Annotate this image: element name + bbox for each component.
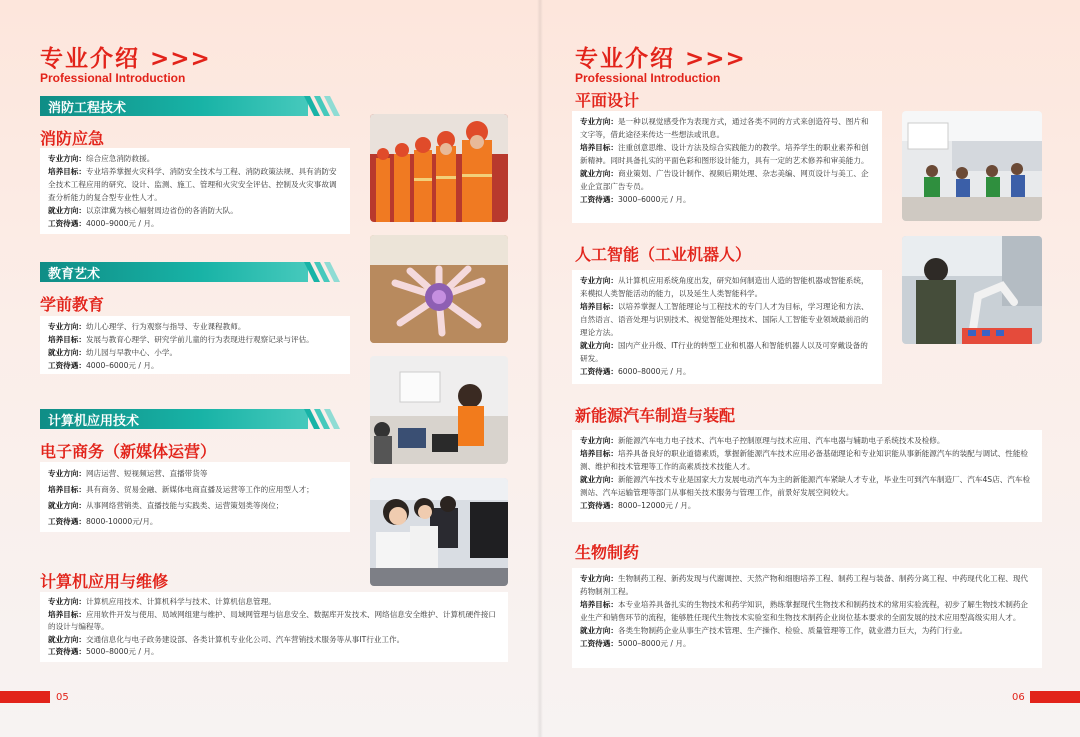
footer-bar [0,691,50,703]
info-line [580,300,874,339]
field-value: 幼儿心理学、行为观察与指导、专业课程教师。 [85,322,246,331]
info-line [48,466,342,482]
info-line [48,609,500,634]
field-key: 培养目标： [580,302,618,311]
field-key: 就业方向： [48,348,86,357]
field-value: 6000–8000元 / 月。 [617,367,691,376]
info-line [48,165,342,204]
field-key: 工资待遇： [48,517,86,526]
info-line [580,624,1034,637]
field-key: 工资待遇： [48,647,86,656]
field-key: 培养目标： [48,485,86,494]
field-value: 以培养掌握人工智能理论与工程技术的专门人才为目标，学习理论和方法、自然语言、语音处理与识别技术、视觉智能处理技术、国际人工智能专业领域最前沿的理论方法。 [580,302,869,337]
info-line [580,193,874,206]
info-line [580,572,1034,598]
major-info-box [572,568,1042,668]
field-value: 注重创意思维、设计方法及综合实践能力的教学。培养学生的职业素养和创新精神。同时具备扎实的平面色彩和图形设计能力，具有一定的艺术修养和审美能力。 [580,143,869,165]
info-line [48,346,342,359]
field-value: 4000–6000元 / 月。 [85,361,159,370]
section-title-text: 专业介绍 [40,46,140,72]
field-key: 专业方向： [48,597,86,606]
footer-bar [1030,691,1080,703]
robot-lab-photo [902,236,1042,344]
field-value: 3000–6000元 / 月。 [617,195,691,204]
field-value: 网店运营、短视频运营、直播带货等 [85,469,208,478]
field-key: 工资待遇： [580,639,618,648]
stripes-decoration [304,409,340,429]
section-title [40,40,211,73]
major-info-box [40,148,350,234]
stripes-decoration [304,262,340,282]
field-key: 培养目标： [580,449,618,458]
firefighters-photo [370,114,508,222]
info-line [580,637,1034,650]
major-heading: 学前教育 [40,295,105,314]
field-value: 新能源汽车电力电子技术、汽车电子控制原理与技术应用、汽车电器与辅助电子系统技术及检修。 [617,436,945,445]
info-line [48,152,342,165]
computer-lab-photo [370,478,508,586]
info-line [580,499,1034,512]
field-key: 就业方向： [580,169,618,178]
dance-photo [370,235,508,343]
major-info-box [572,111,882,223]
field-key: 专业方向： [580,574,618,583]
info-line [48,333,342,346]
field-value: 具有商务、贸易金融、新媒体电商直播及运营等工作的应用型人才； [85,485,314,494]
info-line [48,359,342,372]
field-key: 工资待遇： [48,361,86,370]
field-key: 就业方向： [580,341,618,350]
info-line [580,473,1034,499]
field-value: 以京津冀为核心辐射周边省份的各消防大队。 [85,206,238,215]
info-line [580,365,874,378]
info-line [580,274,874,300]
major-info-box [40,316,350,374]
field-key: 就业方向： [48,634,86,644]
major-info-box [572,430,1042,522]
major-heading: 新能源汽车制造与装配 [575,406,736,425]
field-key: 就业方向： [580,626,618,635]
info-line [580,339,874,365]
major-heading: 消防应急 [40,129,105,148]
field-key: 专业方向： [580,276,618,285]
major-heading: 人工智能（工业机器人） [575,245,752,264]
major-heading: 平面设计 [575,91,640,110]
category-band-label: 消防工程技术 [48,101,127,116]
field-key: 专业方向： [48,154,86,163]
field-value: 计算机应用技术、计算机科学与技术、计算机信息管理。 [85,597,276,606]
info-line [48,204,342,217]
field-key: 工资待遇： [580,195,618,204]
field-key: 培养目标： [48,609,86,619]
major-heading: 生物制药 [575,543,640,562]
category-band-label: 计算机应用技术 [48,414,140,429]
field-value: 5000–8000元 / 月。 [617,639,691,648]
info-line [580,141,874,167]
field-value: 综合应急消防救援。 [85,154,155,163]
field-value: 培养具备良好的职业道德素质，掌握新能源汽车技术应用必备基础理论和专业知识能从事新能源汽车的装配与调试、性能检测、维护和技术管理等工作的高素质技术技能人才。 [580,449,1029,471]
field-value: 从事网络营销类、直播技能与实践类、运营策划类等岗位； [85,501,284,510]
field-value: 专业培养掌握火灾科学、消防安全技术与工程、消防政策法规、具有消防安全技术工程应用的研究、设计、监测、施工、管理和火灾安全评估、控制及火灾事故调查分析能力的复合型专业性人才。 [48,167,337,202]
field-key: 专业方向： [580,117,618,126]
field-key: 培养目标： [48,167,86,176]
info-line [48,498,342,514]
section-subtitle: Professional Introduction [575,71,721,85]
field-value: 生物制药工程、新药发现与代谢调控、天然产物和细胞培养工程、制药工程与装备、制药分离工程、中药现代化工程、现代药物制剂工程。 [580,574,1029,596]
right-page [540,0,1080,737]
field-key: 工资待遇： [580,501,618,510]
arrows-glyph: >>> [150,46,211,72]
field-value: 国内产业升级、IT行业的转型工业和机器人和智能机器人以及可穿戴设备的研发。 [580,341,868,363]
livestream-photo [370,356,508,464]
field-value: 5000–8000元 / 月。 [85,647,159,656]
field-key: 工资待遇： [48,219,86,228]
major-info-box [572,270,882,384]
page-number: 05 [56,692,69,703]
field-key: 专业方向： [48,469,86,478]
field-key: 就业方向： [48,206,86,215]
field-value: 8000–12000元 / 月。 [617,501,696,510]
info-line [580,167,874,193]
category-band-computer [40,409,308,429]
field-value: 从计算机应用系统角度出发，研究如何制造出人造的智能机器或智能系统，来模拟人类智能活动的能力，以及延生人类智能科学。 [580,276,869,298]
info-line [580,434,1034,447]
info-line [48,482,342,498]
field-key: 培养目标： [580,143,618,152]
field-value: 交通信息化与电子政务建设部、各类计算机专业化公司、汽车营销技术服务等从事IT行业工作。 [85,634,405,644]
field-key: 就业方向： [48,501,86,510]
info-line [580,598,1034,624]
major-info-box [40,462,350,532]
field-value: 发展与教育心理学、研究学前儿童的行为表现进行观察记录与评估。 [85,335,314,344]
field-value: 8000-10000元/月。 [85,517,158,526]
field-value: 各类生物制药企业从事生产技术管理、生产操作、检验、质量管理等工作，就业潜力巨大，为药门行业。 [617,626,968,635]
info-line [48,646,500,659]
design-classroom-photo [902,111,1042,221]
field-key: 工资待遇： [580,367,618,376]
section-title [575,40,746,73]
stripes-decoration [304,96,340,116]
field-value: 4000–9000元 / 月。 [85,219,159,228]
category-band-label: 教育艺术 [48,267,101,282]
page-number: 06 [1012,692,1025,703]
info-line [48,514,342,530]
info-line [580,115,874,141]
category-band-fire [40,96,308,116]
info-line [48,320,342,333]
field-value: 是一种以视觉感受作为表现方式，通过各类不同的方式来创造符号、图片和文字等，借此途径来传达一些想法或讯息。 [580,117,869,139]
field-key: 专业方向： [580,436,618,445]
section-subtitle: Professional Introduction [40,71,186,85]
arrows-glyph: >>> [685,46,746,72]
field-value: 商业策划、广告设计制作、视频后期处理、杂志美编、网页设计与美工、企业企宣部广告专员。 [580,169,869,191]
section-title-text: 专业介绍 [575,46,675,72]
field-key: 培养目标： [48,335,86,344]
field-value: 幼儿园与早教中心、小学。 [85,348,178,357]
field-key: 培养目标： [580,600,618,609]
info-line [48,634,500,647]
field-value: 新能源汽车技术专业是国家大力发展电动汽车为主的新能源汽车紧缺人才专业，毕业生可到汽车制造厂、汽车4S店、汽车检测站、汽车运输管理等部门从事相关技术服务与管理工作，前景好发展空间较大。 [580,475,1031,497]
field-key: 就业方向： [580,475,618,484]
info-line [48,217,342,230]
category-band-education [40,262,308,282]
field-key: 专业方向： [48,322,86,331]
info-line [580,447,1034,473]
field-value: 应用软件开发与使用、局域网组建与维护、局域网管理与信息安全、数据库开发技术、网络信息安全维护、计算机硬件接口的设计与编程等。 [48,609,497,631]
info-line [48,596,500,609]
major-info-box [40,592,508,662]
major-heading: 电子商务（新媒体运营） [40,442,217,461]
field-value: 本专业培养具备扎实的生物技术和药学知识，熟练掌握现代生物技术和制药技术的常用实验流程，初步了解生物技术制药企业生产和销售环节的流程，能够胜任现代生物技术实验室和生物技术制药企业岗位基本要求的全面发展的技术应用型高级实用人才。 [580,600,1029,622]
major-heading: 计算机应用与维修 [40,572,169,591]
